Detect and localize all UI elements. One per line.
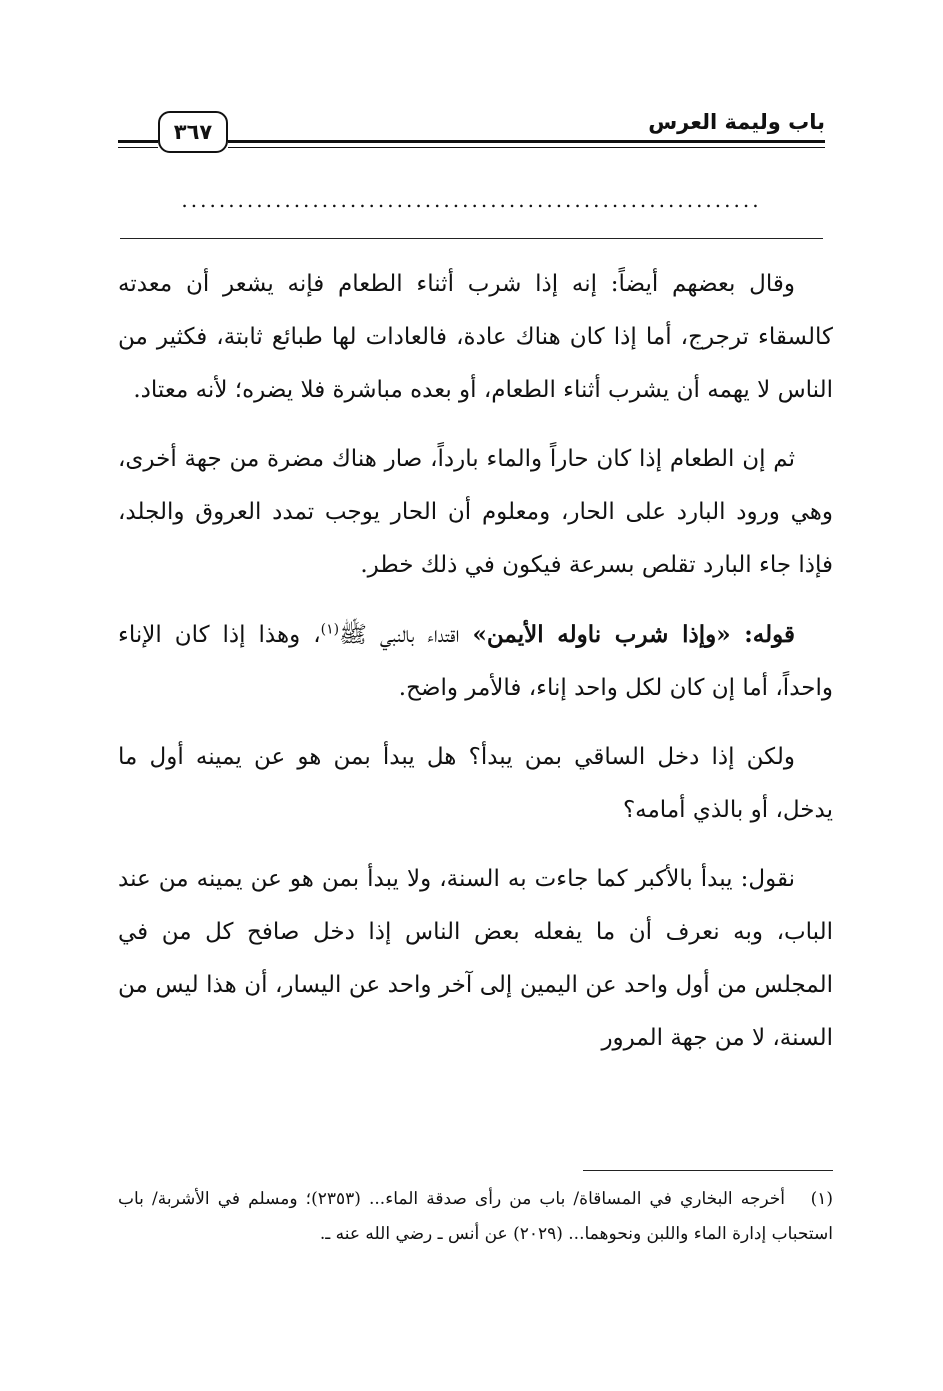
header-rule bbox=[228, 140, 825, 148]
paragraph: ثم إن الطعام إذا كان حاراً والماء بارداً، صار هناك مضرة من جهة أخرى، وهي ورود البارد على الحار، ومعلوم أن الحار يوجب تمدد العروق والجلد، فإذا جاء البارد تقلص بسرعة فيكون في ذلك خطر. bbox=[118, 446, 833, 578]
quoted-phrase: قوله: «وإذا شرب ناوله الأيمن» bbox=[472, 621, 795, 648]
paragraph: نقول: يبدأ بالأكبر كما جاءت به السنة، ولا يبدأ بمن هو عن يمينه من عند الباب، وبه نعرف أن ما يفعله بعض الناس إذا دخل صافح كل من في المجلس من أول واحد عن اليمين إلى آخر واحد عن اليسار، أن هذا ليس من السنة، لا من جهة المرور bbox=[118, 866, 833, 1051]
paragraph-quote bbox=[118, 608, 833, 715]
paragraph-text: اقتداء بالنبي ﷺ bbox=[339, 622, 473, 648]
footnote-text: أخرجه البخاري في المساقاة/ باب من رأى صدقة الماء... (٢٣٥٣)؛ ومسلم في الأشربة/ باب استحباب إدارة الماء واللبن ونحوهما... (٢٠٢٩) عن أنس ـ رضي الله عنه ـ. bbox=[118, 1189, 833, 1244]
paragraph: وقال بعضهم أيضاً: إنه إذا شرب أثناء الطعام فإنه يشعر أن معدته كالسقاء ترجرج، أما إذا كان هناك عادة، فالعادات لها طبائع ثابتة، فكثير من الناس لا يهمه أن يشرب أثناء الطعام، أو بعده مباشرة فلا يضره؛ لأنه معتاد. bbox=[118, 271, 833, 403]
footnote bbox=[118, 1182, 833, 1252]
header-rule-left bbox=[118, 140, 158, 148]
main-text bbox=[118, 258, 833, 1081]
footnote-number: (١) bbox=[810, 1189, 833, 1209]
footnote-divider bbox=[583, 1170, 833, 1171]
section-divider bbox=[120, 238, 823, 239]
footnote-reference[interactable]: (١) bbox=[320, 621, 340, 638]
chapter-title: باب وليمة العرس bbox=[648, 110, 825, 134]
dotted-separator: .............................................................. bbox=[181, 188, 762, 212]
page-number: ٣٦٧ bbox=[158, 111, 228, 153]
paragraph: ولكن إذا دخل الساقي بمن يبدأ؟ هل يبدأ بمن هو عن يمينه أول ما يدخل، أو بالذي أمامه؟ bbox=[118, 744, 833, 823]
paragraph-text: ، وهذا إذا كان الإناء واحداً، أما إن كان لكل واحد إناء، فالأمر واضح. bbox=[118, 622, 833, 701]
footnotes bbox=[118, 1182, 833, 1252]
